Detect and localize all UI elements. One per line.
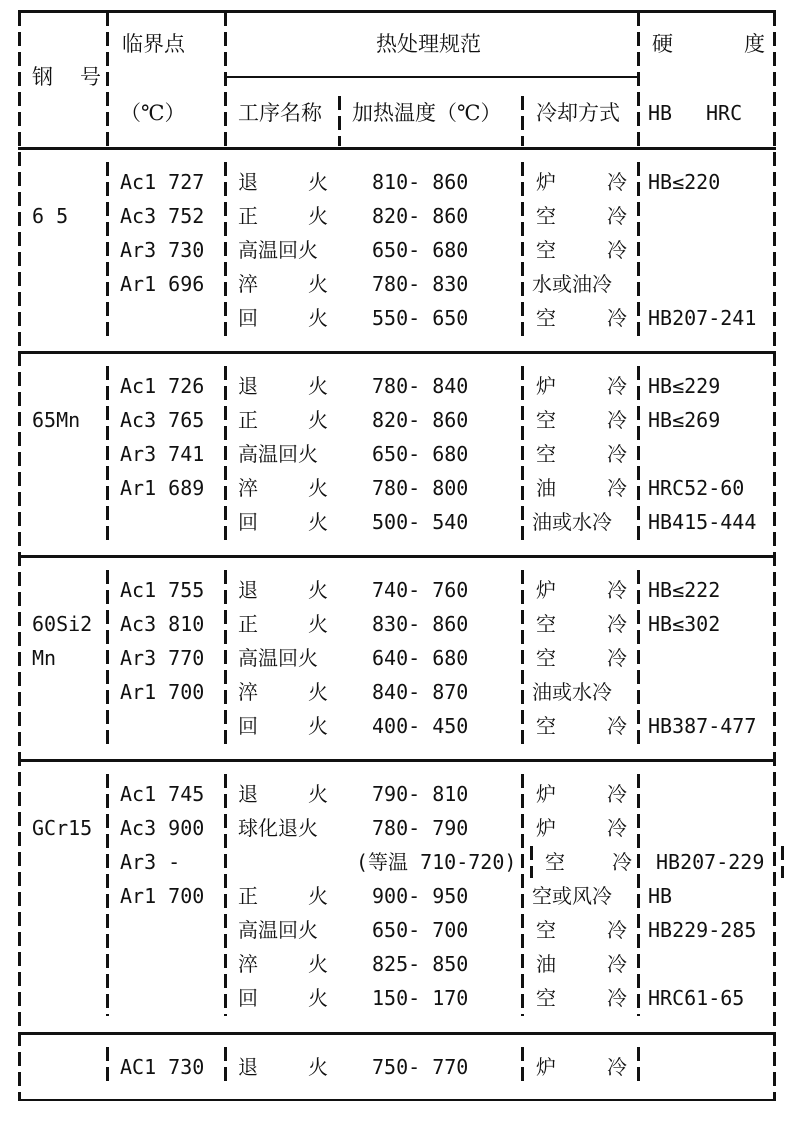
critical-point: Ac1 755 xyxy=(120,578,205,602)
cooling-method: 空 xyxy=(536,442,556,466)
rule-bottom xyxy=(18,1099,776,1101)
rule-top xyxy=(18,10,776,13)
process-name: 火 xyxy=(308,952,328,976)
header-steel-2: 号 xyxy=(80,65,101,89)
critical-point: Ac3 810 xyxy=(120,612,205,636)
steel-grade: GCr15 xyxy=(32,816,93,840)
heating-temp: 780- 800 xyxy=(372,476,469,500)
process-name: 火 xyxy=(308,714,328,738)
process-name: 淬 xyxy=(238,476,258,500)
divider-hardness-s3 xyxy=(637,570,640,744)
header-hrc: HRC xyxy=(706,101,743,125)
hardness-value: HB xyxy=(648,884,673,908)
process-name: 火 xyxy=(308,884,328,908)
cooling-method: 空 xyxy=(545,850,565,874)
cooling-method: 炉 xyxy=(536,816,556,840)
critical-point: Ac3 752 xyxy=(120,204,205,228)
heating-temp: 550- 650 xyxy=(372,306,469,330)
header-process: 工序名称 xyxy=(238,101,322,125)
divider-hardness-s4 xyxy=(637,774,640,1016)
cooling-method: 炉 xyxy=(536,782,556,806)
hardness-value: HB≤302 xyxy=(648,612,721,636)
heating-temp: 780- 830 xyxy=(372,272,469,296)
divider-hardness xyxy=(637,12,640,146)
process-name: 火 xyxy=(308,476,328,500)
header-spec: 热处理规范 xyxy=(376,32,481,56)
process-name: 火 xyxy=(308,612,328,636)
cooling-method: 油 xyxy=(536,952,556,976)
cooling-method: 空 xyxy=(536,238,556,262)
heating-temp: 740- 760 xyxy=(372,578,469,602)
process-name: 回 xyxy=(238,714,258,738)
cooling-method: 水或油冷 xyxy=(532,272,612,296)
header-steel-1: 钢 xyxy=(32,65,53,89)
divider-gcr15-extra-left xyxy=(530,846,533,878)
divider-critical-s5 xyxy=(106,1047,109,1085)
divider-critical-s1 xyxy=(106,162,109,336)
cooling-method: 冷 xyxy=(607,1055,627,1079)
process-name: 高温回火 xyxy=(238,238,318,262)
process-name: 高温回火 xyxy=(238,918,318,942)
process-name: 火 xyxy=(308,204,328,228)
divider-cooling-s4 xyxy=(521,774,524,1016)
header-hardness-1: 硬 xyxy=(652,32,673,56)
cooling-method: 冷 xyxy=(607,986,627,1010)
hardness-value: HB≤269 xyxy=(648,408,721,432)
divider-right xyxy=(773,12,776,1100)
cooling-method: 冷 xyxy=(607,782,627,806)
divider-cooling-s2 xyxy=(521,366,524,540)
divider-process xyxy=(338,96,341,146)
heating-temp: 400- 450 xyxy=(372,714,469,738)
heating-temp: 650- 700 xyxy=(372,918,469,942)
cooling-method: 空 xyxy=(536,408,556,432)
cooling-method: 冷 xyxy=(607,816,627,840)
process-name: 球化退火 xyxy=(238,816,318,840)
heating-temp: 830- 860 xyxy=(372,612,469,636)
cooling-method: 冷 xyxy=(607,306,627,330)
heating-temp: 150- 170 xyxy=(372,986,469,1010)
cooling-method: 炉 xyxy=(536,578,556,602)
divider-cooling-s1 xyxy=(521,162,524,336)
critical-point: Ar1 700 xyxy=(120,884,205,908)
heating-temp: 650- 680 xyxy=(372,442,469,466)
header-critical: 临界点 xyxy=(122,32,185,56)
cooling-method: 空 xyxy=(536,986,556,1010)
heating-temp: 820- 860 xyxy=(372,204,469,228)
divider-cooling-s3 xyxy=(521,570,524,744)
steel-grade: 6 5 xyxy=(32,204,69,228)
process-name: 火 xyxy=(308,1055,328,1079)
cooling-method: 冷 xyxy=(607,612,627,636)
cooling-method: 炉 xyxy=(536,1055,556,1079)
hardness-value: HB387-477 xyxy=(648,714,757,738)
rule-spec-under xyxy=(227,76,639,78)
divider-process-s2 xyxy=(224,366,227,540)
cooling-method: 冷 xyxy=(607,578,627,602)
hardness-value: HB≤220 xyxy=(648,170,721,194)
cooling-method: 炉 xyxy=(536,374,556,398)
critical-point: Ar1 689 xyxy=(120,476,205,500)
process-name: 正 xyxy=(238,204,258,228)
process-name: 高温回火 xyxy=(238,442,318,466)
hardness-value: HB≤222 xyxy=(648,578,721,602)
process-name: 正 xyxy=(238,884,258,908)
process-name: 火 xyxy=(308,782,328,806)
critical-point: AC1 730 xyxy=(120,1055,205,1079)
critical-point: Ac3 900 xyxy=(120,816,205,840)
hardness-value: HB229-285 xyxy=(648,918,757,942)
cooling-method: 冷 xyxy=(607,238,627,262)
critical-point: Ac1 745 xyxy=(120,782,205,806)
process-name: 正 xyxy=(238,612,258,636)
process-name: 退 xyxy=(238,578,258,602)
cooling-method: 冷 xyxy=(607,952,627,976)
cooling-method: 空 xyxy=(536,306,556,330)
cooling-method: 冷 xyxy=(607,442,627,466)
cooling-method: 冷 xyxy=(607,170,627,194)
steel-grade: 60Si2 xyxy=(32,612,93,636)
divider-process-s5 xyxy=(224,1047,227,1085)
rule-section-1 xyxy=(18,351,776,354)
critical-point: Ar3 741 xyxy=(120,442,205,466)
divider-critical-s2 xyxy=(106,366,109,540)
cooling-method: 油 xyxy=(536,476,556,500)
steel-grade: Mn xyxy=(32,646,57,670)
hardness-value: HRC61-65 xyxy=(648,986,745,1010)
heating-temp: 840- 870 xyxy=(372,680,469,704)
critical-point: Ac3 765 xyxy=(120,408,205,432)
process-name: 火 xyxy=(308,986,328,1010)
heating-temp: 650- 680 xyxy=(372,238,469,262)
hardness-value: HB207-229 xyxy=(656,850,765,874)
heating-temp: 810- 860 xyxy=(372,170,469,194)
critical-point: Ac1 726 xyxy=(120,374,205,398)
process-name: 退 xyxy=(238,782,258,806)
cooling-method: 冷 xyxy=(607,408,627,432)
cooling-method: 冷 xyxy=(607,204,627,228)
process-name: 火 xyxy=(308,170,328,194)
heating-temp: (等温 710-720) xyxy=(356,850,517,874)
divider-steel xyxy=(106,12,109,146)
header-hardness-2: 度 xyxy=(744,32,765,56)
process-name: 回 xyxy=(238,306,258,330)
critical-point: Ar3 - xyxy=(120,850,181,874)
cooling-method: 空 xyxy=(536,646,556,670)
process-name: 火 xyxy=(308,272,328,296)
cooling-method: 油或水冷 xyxy=(532,510,612,534)
critical-point: Ar3 730 xyxy=(120,238,205,262)
cooling-method: 冷 xyxy=(607,374,627,398)
heating-temp: 900- 950 xyxy=(372,884,469,908)
hardness-value: HB207-241 xyxy=(648,306,757,330)
rule-section-3 xyxy=(18,759,776,762)
divider-critical-s4 xyxy=(106,774,109,1016)
divider-process-s1 xyxy=(224,162,227,336)
hardness-value: HB415-444 xyxy=(648,510,757,534)
header-cooling: 冷却方式 xyxy=(536,101,620,125)
divider-process-s3 xyxy=(224,570,227,744)
critical-point: Ar1 696 xyxy=(120,272,205,296)
header-temp: 加热温度（℃） xyxy=(352,101,502,125)
divider-hardness-s1 xyxy=(637,162,640,336)
process-name: 回 xyxy=(238,986,258,1010)
heating-temp: 825- 850 xyxy=(372,952,469,976)
process-name: 淬 xyxy=(238,680,258,704)
cooling-method: 冷 xyxy=(612,850,632,874)
divider-left xyxy=(18,12,21,1100)
process-name: 正 xyxy=(238,408,258,432)
process-name: 退 xyxy=(238,1055,258,1079)
heating-temp: 500- 540 xyxy=(372,510,469,534)
rule-section-2 xyxy=(18,555,776,558)
divider-critical-s3 xyxy=(106,570,109,744)
divider-hardness-s2 xyxy=(637,366,640,540)
critical-point: Ar3 770 xyxy=(120,646,205,670)
hardness-value: HRC52-60 xyxy=(648,476,745,500)
critical-point: Ac1 727 xyxy=(120,170,205,194)
cooling-method: 冷 xyxy=(607,918,627,942)
process-name: 淬 xyxy=(238,272,258,296)
rule-section-4 xyxy=(18,1032,776,1035)
cooling-method: 冷 xyxy=(607,646,627,670)
divider-cooling-s5 xyxy=(521,1047,524,1085)
heating-temp: 640- 680 xyxy=(372,646,469,670)
steel-grade: 65Mn xyxy=(32,408,81,432)
divider-hardness-s5 xyxy=(637,1047,640,1085)
cooling-method: 空 xyxy=(536,714,556,738)
process-name: 回 xyxy=(238,510,258,534)
divider-gcr15-extra-right xyxy=(781,846,784,878)
process-name: 高温回火 xyxy=(238,646,318,670)
process-name: 火 xyxy=(308,510,328,534)
heating-temp: 820- 860 xyxy=(372,408,469,432)
heating-temp: 750- 770 xyxy=(372,1055,469,1079)
process-name: 退 xyxy=(238,170,258,194)
divider-critical xyxy=(224,12,227,146)
process-name: 火 xyxy=(308,578,328,602)
divider-process-s4 xyxy=(224,774,227,1016)
process-name: 火 xyxy=(308,306,328,330)
hardness-value: HB≤229 xyxy=(648,374,721,398)
process-name: 火 xyxy=(308,408,328,432)
critical-point: Ar1 700 xyxy=(120,680,205,704)
cooling-method: 空 xyxy=(536,612,556,636)
process-name: 火 xyxy=(308,680,328,704)
header-critical-unit: （℃） xyxy=(120,101,186,125)
cooling-method: 空 xyxy=(536,918,556,942)
heating-temp: 790- 810 xyxy=(372,782,469,806)
rule-header-bottom xyxy=(18,147,776,150)
cooling-method: 油或水冷 xyxy=(532,680,612,704)
cooling-method: 空或风冷 xyxy=(532,884,612,908)
cooling-method: 冷 xyxy=(607,714,627,738)
cooling-method: 冷 xyxy=(607,476,627,500)
cooling-method: 空 xyxy=(536,204,556,228)
process-name: 退 xyxy=(238,374,258,398)
divider-temp xyxy=(521,96,524,146)
cooling-method: 炉 xyxy=(536,170,556,194)
process-name: 淬 xyxy=(238,952,258,976)
heating-temp: 780- 840 xyxy=(372,374,469,398)
header-hb: HB xyxy=(648,101,673,125)
process-name: 火 xyxy=(308,374,328,398)
heating-temp: 780- 790 xyxy=(372,816,469,840)
